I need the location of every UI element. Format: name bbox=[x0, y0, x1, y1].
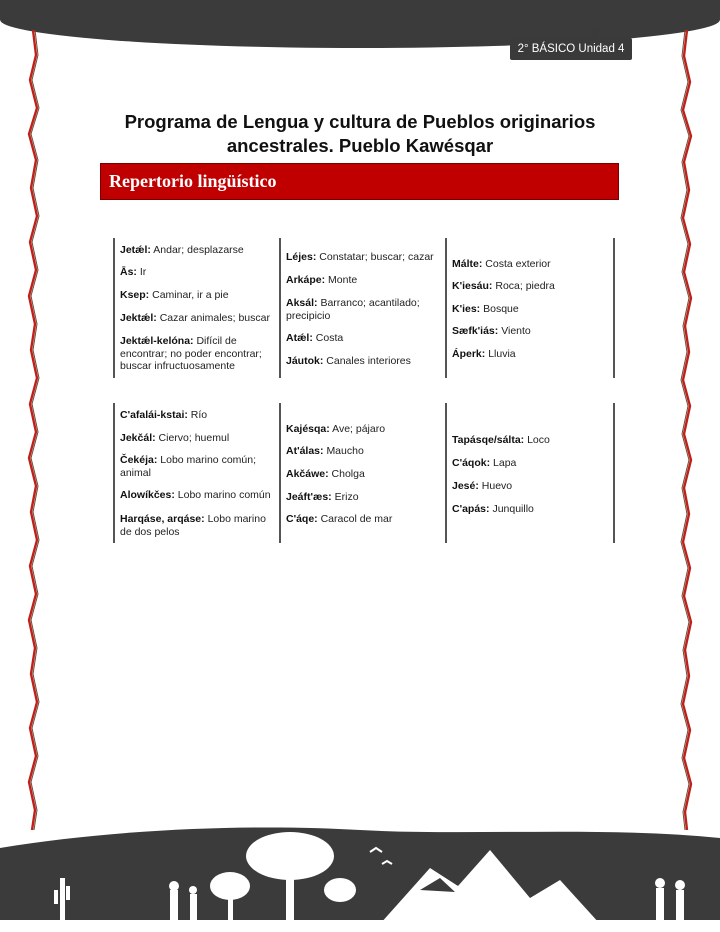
vocab-entry: Čekéja: Lobo marino común; animal bbox=[120, 454, 257, 479]
vocab-column bbox=[113, 403, 281, 543]
title-line-2: ancestrales. Pueblo Kawésqar bbox=[226, 135, 494, 156]
vocab-entry: Jekčál: Ciervo; huemul bbox=[120, 432, 230, 444]
vocab-entry: Atǽl: Costa bbox=[286, 332, 344, 344]
vocab-entry: C'áqe: Caracol de mar bbox=[286, 513, 393, 525]
right-decorative-border bbox=[680, 30, 694, 830]
vocab-entry: Áperk: Lluvia bbox=[452, 348, 516, 360]
vocab-entry: Harqáse, arqáse: Lobo marino de dos pelos bbox=[120, 513, 266, 538]
vocab-entry: K'ies: Bosque bbox=[452, 303, 519, 315]
vocab-column bbox=[279, 238, 447, 378]
vocab-entry: C'afalái-kstai: Río bbox=[120, 409, 208, 421]
vocab-entry: Ās: Ir bbox=[120, 266, 147, 278]
vocab-entry: Jeáft'æs: Erizo bbox=[286, 491, 359, 503]
vocab-entry: Ksep: Caminar, ir a pie bbox=[120, 289, 229, 301]
vocab-entry: K'iesáu: Roca; piedra bbox=[452, 280, 555, 292]
vocab-entry: Jektǽl-kelóna: Difícil de encontrar; no poder encontrar; buscar infructuosamente bbox=[120, 335, 262, 372]
vocab-entry: Arkápe: Monte bbox=[286, 274, 358, 286]
vocab-entry: Akčáwe: Cholga bbox=[286, 468, 365, 480]
left-decorative-border bbox=[26, 30, 40, 830]
vocab-entry: Alowíkčes: Lobo marino común bbox=[120, 489, 271, 501]
vocab-entry: Jáutok: Canales interiores bbox=[286, 355, 411, 367]
vocab-column bbox=[113, 238, 281, 378]
vocab-entry: Tapásqe/sálta: Loco bbox=[452, 434, 550, 446]
vocab-entry: Léjes: Constatar; buscar; cazar bbox=[286, 251, 434, 263]
landscape-illustration bbox=[0, 820, 720, 932]
unit-tag: 2° BÁSICO Unidad 4 bbox=[510, 38, 632, 60]
vocab-entry: At'álas: Maucho bbox=[286, 445, 364, 457]
vocab-entry: C'apás: Junquillo bbox=[452, 503, 534, 515]
vocab-entry: Jesé: Huevo bbox=[452, 480, 513, 492]
vocab-column bbox=[445, 403, 615, 543]
vocab-column bbox=[279, 403, 447, 543]
document-title bbox=[80, 110, 640, 158]
vocab-column bbox=[445, 238, 615, 378]
section-title: Repertorio lingüístico bbox=[109, 171, 277, 191]
vocab-entry: Kajésqa: Ave; pájaro bbox=[286, 423, 386, 435]
vocab-entry: Jektǽl: Cazar animales; buscar bbox=[120, 312, 270, 324]
vocabulary-table-1 bbox=[113, 238, 614, 378]
vocabulary-table-2 bbox=[113, 403, 614, 543]
vocab-entry: Málte: Costa exterior bbox=[452, 258, 551, 270]
title-line-1: Programa de Lengua y cultura de Pueblos originarios bbox=[124, 111, 596, 132]
vocab-entry: Sæfk'iás: Viento bbox=[452, 325, 531, 337]
vocab-entry: C'áqok: Lapa bbox=[452, 457, 517, 469]
vocab-entry: Jetǽl: Andar; desplazarse bbox=[120, 244, 244, 256]
vocab-entry: Aksál: Barranco; acantilado; precipicio bbox=[286, 297, 420, 322]
section-banner bbox=[100, 163, 619, 200]
